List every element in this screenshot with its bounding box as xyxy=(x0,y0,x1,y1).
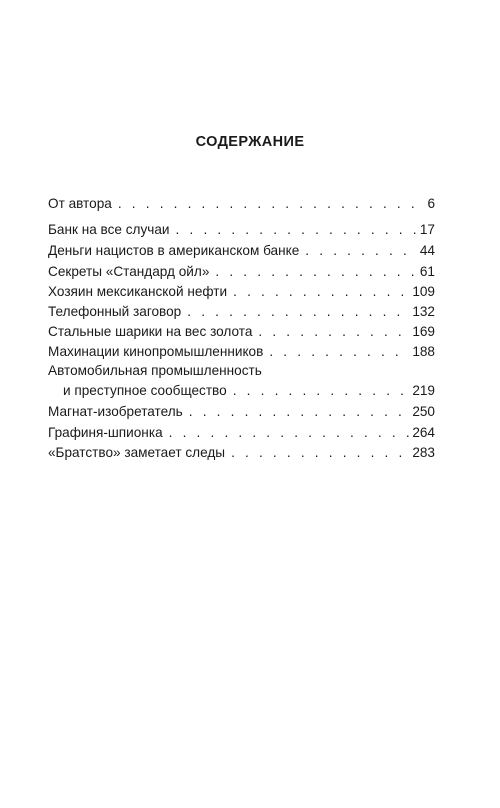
toc-entry xyxy=(48,322,435,342)
toc-leader-dots xyxy=(169,423,411,443)
toc-entry-title: Хозяин мексиканской нефти xyxy=(48,284,228,299)
toc-entry-title-line1: Автомобильная промышленность xyxy=(48,363,262,378)
toc-entry xyxy=(48,220,435,240)
toc-entry-page: 109 xyxy=(412,284,435,299)
toc-entry-page: 169 xyxy=(412,324,435,339)
toc-entry xyxy=(48,342,435,362)
toc-entry-page: 250 xyxy=(412,404,435,419)
toc-entry-title: Секреты «Стандард ойл» xyxy=(48,264,210,279)
toc-entry-page: 132 xyxy=(412,304,435,319)
toc-leader-dots xyxy=(187,302,410,322)
toc-entry-title: Магнат-изобретатель xyxy=(48,404,183,419)
toc-leader-dots xyxy=(258,322,410,342)
toc-entry-page: 17 xyxy=(419,222,435,237)
toc-entry xyxy=(48,402,435,422)
toc-leader-dots xyxy=(189,402,411,422)
toc-entry-title: От автора xyxy=(48,196,112,211)
toc-leader-dots xyxy=(231,443,410,463)
toc-entry xyxy=(48,241,435,261)
toc-leader-dots xyxy=(118,194,426,214)
toc-leader-dots xyxy=(269,342,410,362)
toc-leader-dots xyxy=(305,241,418,261)
toc-entry-page: 283 xyxy=(412,445,435,460)
toc-entry-first-line xyxy=(48,361,435,381)
toc-entry-page: 6 xyxy=(427,196,435,211)
table-of-contents xyxy=(48,0,435,808)
toc-entry-title: Деньги нацистов в американском банке xyxy=(48,243,300,258)
toc-leader-dots xyxy=(215,262,417,282)
toc-entry xyxy=(48,194,435,214)
toc-entry-page: 61 xyxy=(419,264,435,279)
toc-entry xyxy=(48,302,435,322)
toc-entry-page: 219 xyxy=(412,383,435,398)
toc-entry-title: Банк на все случаи xyxy=(48,222,170,237)
toc-entry-title: Графиня-шпионка xyxy=(48,425,163,440)
toc-entry xyxy=(48,381,435,401)
toc-entry xyxy=(48,282,435,302)
toc-leader-dots xyxy=(176,220,418,240)
toc-entry-page: 44 xyxy=(419,243,435,258)
toc-entry xyxy=(48,262,435,282)
toc-entry-page: 264 xyxy=(412,425,435,440)
toc-entry-title: и преступное сообщество xyxy=(63,383,227,398)
toc-entry-title: Телефонный заговор xyxy=(48,304,182,319)
toc-entry-title: Стальные шарики на вес золота xyxy=(48,324,253,339)
toc-entry-title: Махинации кинопромышленников xyxy=(48,344,264,359)
toc-entry xyxy=(48,443,435,463)
toc-leader-dots xyxy=(233,381,411,401)
contents-heading: СОДЕРЖАНИЕ xyxy=(195,134,305,150)
toc-entry xyxy=(48,423,435,443)
toc-entry-page: 188 xyxy=(412,344,435,359)
toc-leader-dots xyxy=(233,282,410,302)
toc-entry-title: «Братство» заметает следы xyxy=(48,445,226,460)
